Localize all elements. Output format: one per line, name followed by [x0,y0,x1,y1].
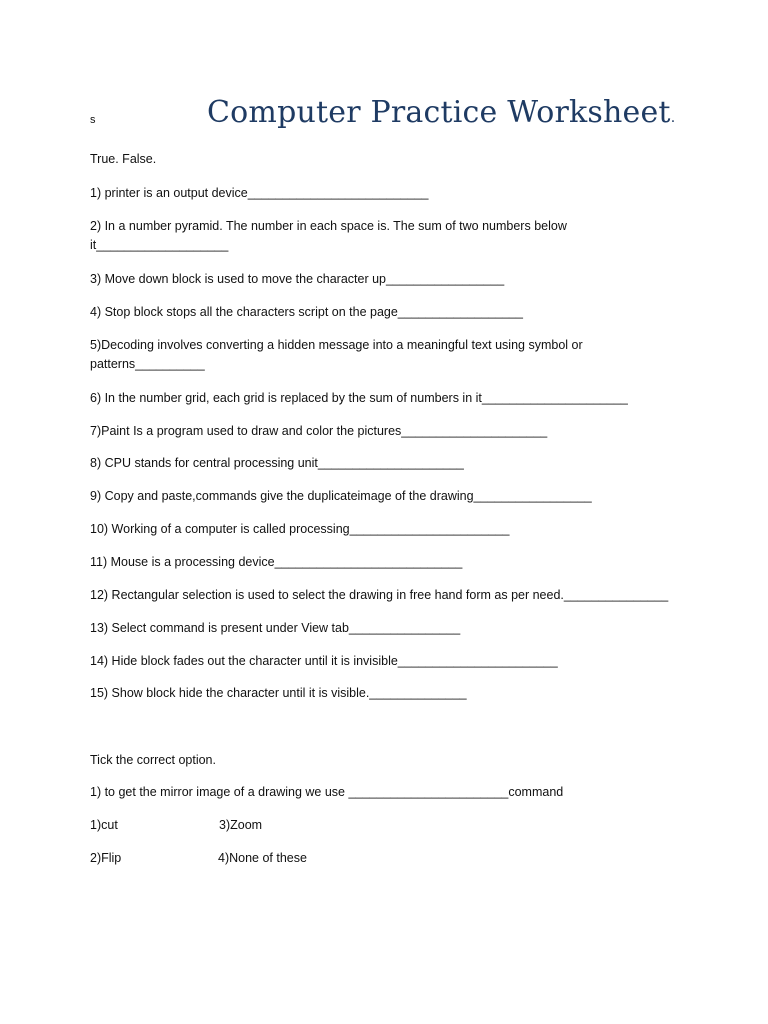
question-1: 1) printer is an output device__________________________ [90,186,429,200]
question-7: 7)Paint Is a program used to draw and color the pictures_____________________ [90,424,548,438]
question-4: 4) Stop block stops all the characters script on the page__________________ [90,305,523,319]
question-13: 13) Select command is present under View tab________________ [90,621,461,635]
question-11: 11) Mouse is a processing device___________________________ [90,555,463,569]
section-heading-mcq: Tick the correct option. [90,753,216,767]
stray-mark: s [90,114,96,126]
mcq-option-none: 4)None of these [218,851,307,865]
question-5: 5)Decoding involves converting a hidden message into a meaningful text using symbol or patterns__________ [90,338,583,371]
mcq-option-zoom: 3)Zoom [219,818,263,832]
page-title [207,93,675,138]
mcq-question-1: 1) to get the mirror image of a drawing we use _______________________command [90,785,564,799]
question-3: 3) Move down block is used to move the character up_________________ [90,272,505,286]
question-9: 9) Copy and paste,commands give the duplicateimage of the drawing_________________ [90,489,592,503]
mcq-option-cut: 1)cut [90,818,118,832]
page-title-text: Computer Practice Worksheet [207,95,671,130]
question-14: 14) Hide block fades out the character until it is invisible_______________________ [90,654,558,668]
question-15: 15) Show block hide the character until it is visible.______________ [90,686,467,700]
section-heading-true-false: True. False. [90,152,157,166]
question-10: 10) Working of a computer is called processing_______________________ [90,522,510,536]
question-6: 6) In the number grid, each grid is replaced by the sum of numbers in it_____________________ [90,391,628,405]
page-title-suffix: . [670,110,676,126]
question-8: 8) CPU stands for central processing unit_____________________ [90,456,464,470]
question-12: 12) Rectangular selection is used to select the drawing in free hand form as per need._______________ [90,588,669,602]
mcq-option-flip: 2)Flip [90,851,122,865]
question-2: 2) In a number pyramid. The number in each space is. The sum of two numbers below it___________________ [90,219,567,252]
